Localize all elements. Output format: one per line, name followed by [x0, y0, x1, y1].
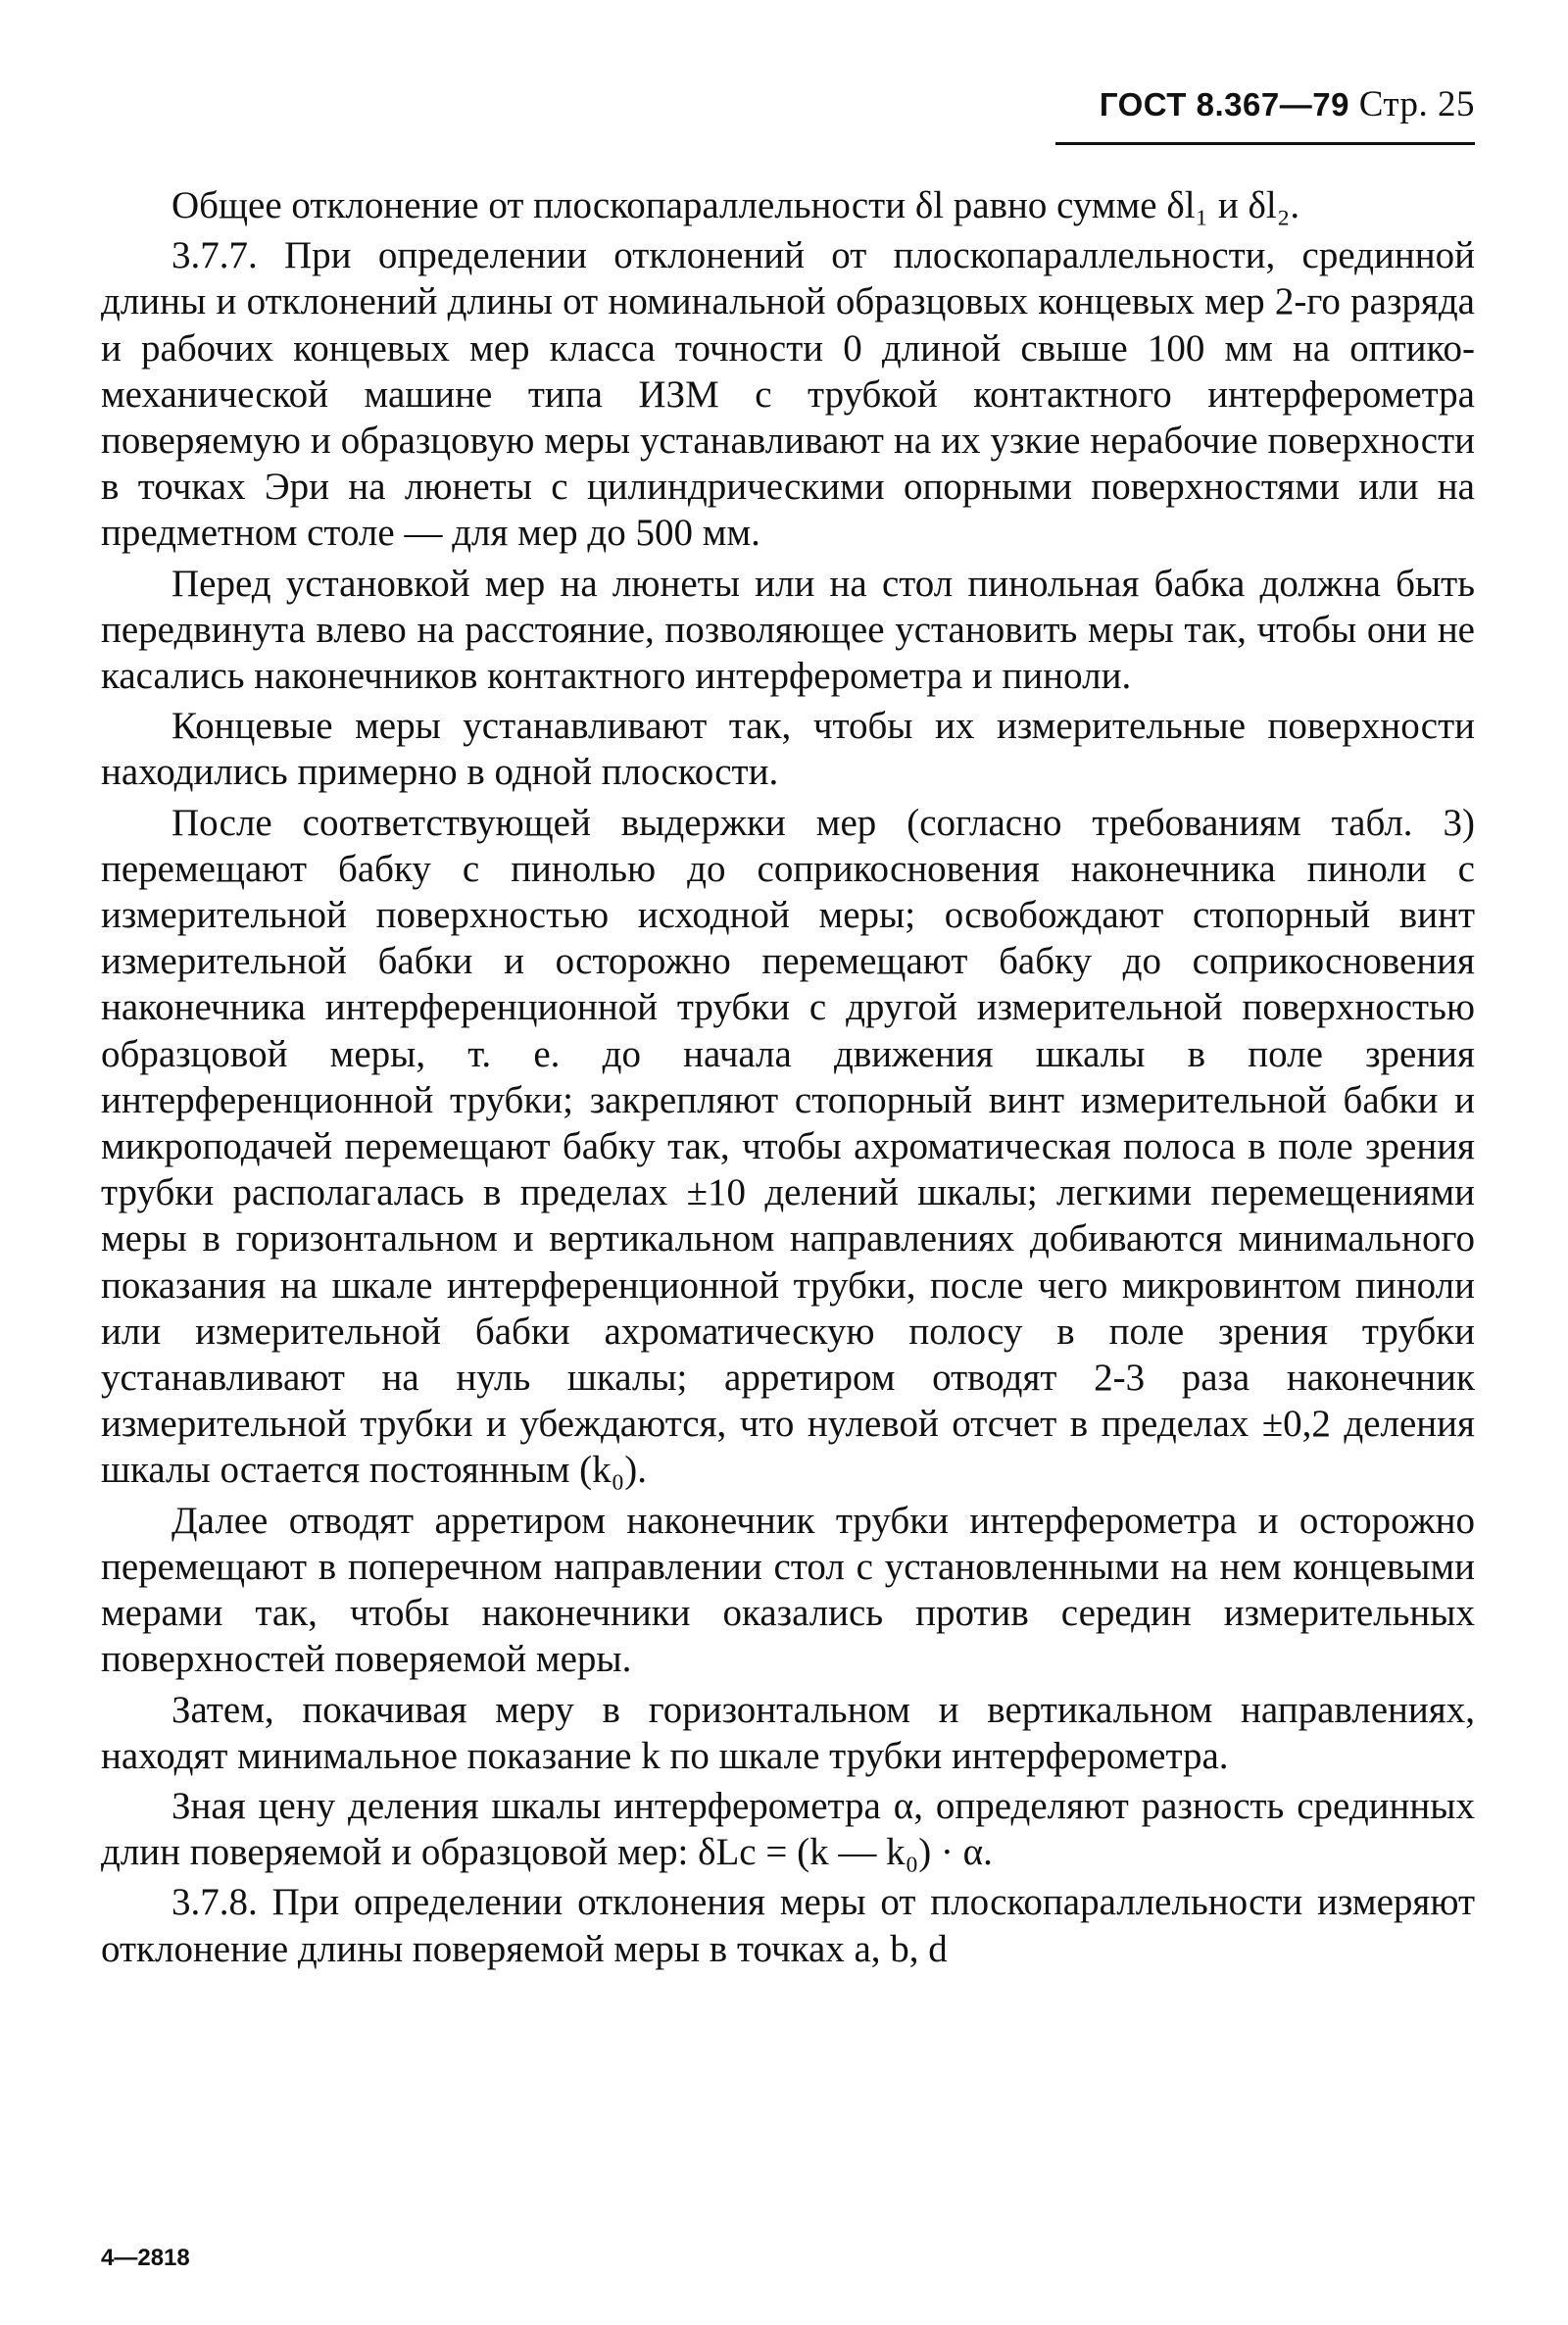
- paragraph-length-difference: Зная цену деления шкалы интерферометра α, определяют разность срединных длин поверяемой и образцовой мер: δLс = (k — k₀) · α.: [101, 1784, 1475, 1874]
- paragraph-3-7-8: 3.7.8. При определении отклонения меры от плоскопараллельности измеряют отклонение длины поверяемой меры в точках a, b, d: [101, 1881, 1475, 1970]
- page-number: Стр. 25: [1358, 84, 1475, 124]
- paragraph-setup: Перед установкой мер на люнеты или на стол пинольная бабка должна быть передвинута влево на расстояние, позволяющее установить меры так, чтобы они не касались наконечников контактного интерферометра и пиноли.: [101, 562, 1475, 698]
- paragraph-gauge-position: Концевые меры устанавливают так, чтобы их измерительные поверхности находились примерно в одной плоскости.: [101, 705, 1475, 794]
- running-header: [1100, 86, 1475, 123]
- body-text: [101, 182, 1475, 1976]
- paragraph-minimum-reading: Затем, покачивая меру в горизонтальном и вертикальном направлениях, находят минимальное показание k по шкале трубки интерферометра.: [101, 1688, 1475, 1777]
- document-page: [101, 0, 1475, 2325]
- header-rule: [1055, 142, 1475, 145]
- paragraph-transverse-move: Далее отводят арретиром наконечник трубки интерферометра и осторожно перемещают в поперечном направлении стол с установленными на нем концевыми мерами так, чтобы наконечники оказались против середин измерительных поверхностей поверяемой меры.: [101, 1499, 1475, 1681]
- paragraph-total-deviation: Общее отклонение от плоскопараллельности δl равно сумме δl₁ и δl₂.: [172, 184, 1300, 226]
- paragraph-procedure: После соответствующей выдержки мер (согласно требованиям табл. 3) перемещают бабку с пинолью до соприкосновения наконечника пиноли с измерительной поверхностью исходной меры; освобождают стопорный винт измерительной бабки и осторожно перемещают бабку до соприкосновения наконечника интерференционной трубки с другой измерительной поверхностью образцовой меры, т. е. до начала движения шкалы в поле зрения интерференционной трубки; закрепляют стопорный винт измерительной бабки и микроподачей перемещают бабку так, чтобы ахроматическая полоса в поле зрения трубки располагалась в пределах ±10 делений шкалы; легкими перемещениями меры в горизонтальном и вертикальном направлениях добиваются минимального показания на шкале интерференционной трубки, после чего микровинтом пиноли или измерительной бабки ахроматическую полосу в поле зрения трубки устанавливают на нуль шкалы; арретиром отводят 2-3 раза наконечник измерительной трубки и убеждаются, что нулевой отсчет в пределах ±0,2 деления шкалы остается постоянным (k₀).: [101, 801, 1475, 1492]
- signature-mark: 4—2818: [101, 2245, 190, 2271]
- standard-code: ГОСТ 8.367—79: [1099, 86, 1349, 123]
- paragraph-3-7-7: 3.7.7. При определении отклонений от плоскопараллельности, срединной длины и отклонений длины от номинальной образцовых концевых мер 2-го разряда и рабочих концевых мер класса точности 0 длиной свыше 100 мм на оптико-механической машине типа ИЗМ с трубкой контактного интерферометра поверяемую и образцовую меры устанавливают на их узкие нерабочие поверхности в точках Эри на люнеты с цилиндрическими опорными поверхностями или на предметном столе — для мер до 500 мм.: [101, 234, 1475, 555]
